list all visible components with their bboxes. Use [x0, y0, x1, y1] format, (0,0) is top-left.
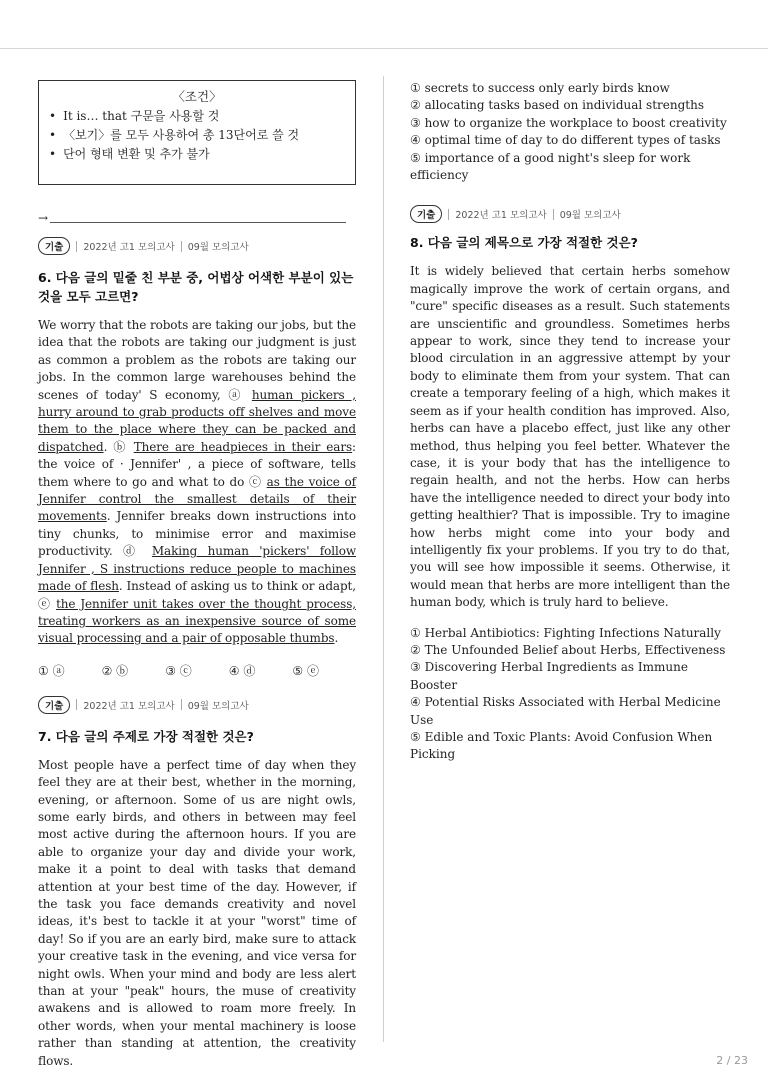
condition-box	[38, 80, 356, 185]
option[interactable]: ⑤ Edible and Toxic Plants: Avoid Confusion When Picking	[410, 730, 713, 762]
passage-text: . ⓑ	[103, 439, 134, 454]
right-column	[410, 80, 730, 764]
separator	[448, 209, 449, 220]
q6-title: 6. 다음 글의 밑줄 친 부분 중, 어법상 어색한 부분이 있는 것을 모두 고르면?	[38, 270, 354, 304]
option[interactable]: ③ ⓒ	[165, 663, 192, 678]
source-tag: 기출	[38, 237, 70, 255]
underlined-a: human pickers , hurry around to grab products off shelves and move them to the place where they can be packed and dispatched	[38, 387, 357, 454]
option[interactable]: ④ Potential Risks Associated with Herbal Medicine Use	[410, 695, 721, 727]
passage-text: .	[334, 631, 339, 646]
q7-options	[410, 80, 730, 184]
passage-text: We worry that the robots are taking our jobs, but the idea that the robots are taking our judgment is just as common a problem as the robots are taking our jobs. In the common large warehouses behind the scenes of today' S economy, ⓐ	[38, 318, 356, 402]
condition-item: • It is… that 구문을 사용할 것	[49, 107, 345, 126]
source-month: 09월 모의고사	[187, 700, 249, 712]
q8-title: 8. 다음 글의 제목으로 가장 적절한 것은?	[410, 235, 638, 251]
q8-passage: It is widely believed that certain herbs somehow magically improve the work of certain organs, and "cure" specific diseases as a result. Such statements are unscientific and groundless. Sometimes herbs appear to work, since they tend to increase your blood circulation in an aggressive attempt by your body to eliminate them from your system. That can create a temporary feeling of a high, which makes it seem as if your health condition has improved. Also, herbs can have a placebo effect, just like any other method, thus helping you feel better. Whatever the case, it is your body that has the intelligence to regain health, and not the herbs. How can herbs have the intelligence needed to direct your body into getting healthier? That is impossible. Try to imagine how herbs might come into your body and intelligently fix your problems. If you try to do that, you will see how impossible it seems. Otherwise, it would mean that herbs are more intelligent than the human body, which is truly hard to believe.	[410, 264, 730, 610]
option[interactable]: ① secrets to success only early birds know	[410, 81, 670, 95]
option[interactable]: ④ ⓓ	[228, 663, 256, 678]
condition-title: 〈조건〉	[172, 89, 222, 104]
option[interactable]: ⑤ importance of a good night's sleep for work efficiency	[410, 150, 691, 183]
answer-blank[interactable]	[50, 211, 346, 223]
option[interactable]: ③ Discovering Herbal Ingredients as Immune Booster	[410, 660, 688, 692]
option[interactable]: ② ⓑ	[101, 663, 129, 678]
source-tag: 기출	[410, 205, 442, 223]
source-month: 09월 모의고사	[187, 242, 249, 253]
option[interactable]: ① ⓐ	[38, 663, 65, 678]
option[interactable]: ④ optimal time of day to do different types of tasks	[410, 133, 721, 148]
underlined-d: Making human 'pickers' follow Jennifer , S instructions reduce people to machines made of flesh	[38, 544, 357, 594]
separator	[181, 241, 182, 252]
source-year: 2022년 고1 모의고사	[83, 242, 175, 253]
q6-source	[38, 236, 356, 256]
option[interactable]: ⑤ ⓔ	[292, 663, 319, 678]
source-year: 2022년 고1 모의고사	[83, 700, 175, 712]
condition-item: • 단어 형태 변환 및 추가 불가	[49, 145, 345, 164]
column-divider	[383, 76, 384, 1042]
source-tag: 기출	[38, 696, 70, 714]
option[interactable]: ③ how to organize the workplace to boost creativity	[410, 115, 727, 130]
option[interactable]: ① Herbal Antibiotics: Fighting Infections Naturally	[410, 625, 721, 640]
condition-list	[49, 107, 345, 164]
option[interactable]: ② allocating tasks based on individual strengths	[410, 98, 704, 113]
separator	[76, 699, 77, 710]
underlined-c: as the voice of Jennifer control the smallest details of their movements	[38, 474, 356, 524]
q6-options	[38, 662, 356, 679]
arrow-icon: →	[38, 211, 49, 225]
q7-passage: Most people have a perfect time of day when they feel they are at their best, whether in the morning, evening, or afternoon. Some of us are night owls, some early birds, and others in between may feel most active during the afternoon hours. If you are able to organize your day and divide your work, make it a point to deal with tasks that demand attention at your best time of the day. However, if the task you face demands creativity and novel ideas, it's best to tackle it at your "worst" time of day! So if you are an early bird, make sure to attack your creative task in the evening, and vice versa for night owls. When your mind and body are less alert than at your "peak" hours, the muse of creativity awakens and is allowed to roam more freely. In other words, when your mental machinery is loose rather than standing at attention, the creativity flows.	[38, 757, 356, 1068]
q8-source	[410, 204, 730, 224]
underlined-e: the Jennifer unit takes over the thought process, treating workers as an inexpensive source of some visual processing and a pair of opposable thumbs	[38, 596, 356, 646]
answer-line[interactable]	[38, 191, 356, 225]
q6-passage	[38, 317, 356, 648]
source-year: 2022년 고1 모의고사	[455, 210, 547, 222]
source-month: 09월 모의고사	[559, 210, 621, 222]
passage-text: : the voice of · Jennifer' , a piece of software, tells them where to go and what to do ⓒ	[38, 439, 356, 489]
separator	[553, 209, 554, 220]
passage-text: . Instead of asking us to think or adapt, ⓔ	[38, 579, 356, 611]
page-number: 2 / 23	[716, 1054, 748, 1067]
q7-title: 7. 다음 글의 주제로 가장 적절한 것은?	[38, 728, 254, 744]
separator	[76, 241, 77, 252]
q8-options	[410, 625, 730, 764]
separator	[181, 699, 182, 710]
top-rule	[0, 48, 768, 49]
passage-text: . Jennifer breaks down instructions into tiny chunks, to minimise error and maximise productivity. ⓓ	[38, 509, 356, 559]
condition-item: • 〈보기〉를 모두 사용하여 총 13단어로 쓸 것	[49, 126, 345, 145]
left-column	[38, 80, 356, 1070]
option[interactable]: ② The Unfounded Belief about Herbs, Effectiveness	[410, 642, 726, 657]
underlined-b: There are headpieces in their ears	[133, 439, 353, 454]
q7-source	[38, 695, 356, 715]
